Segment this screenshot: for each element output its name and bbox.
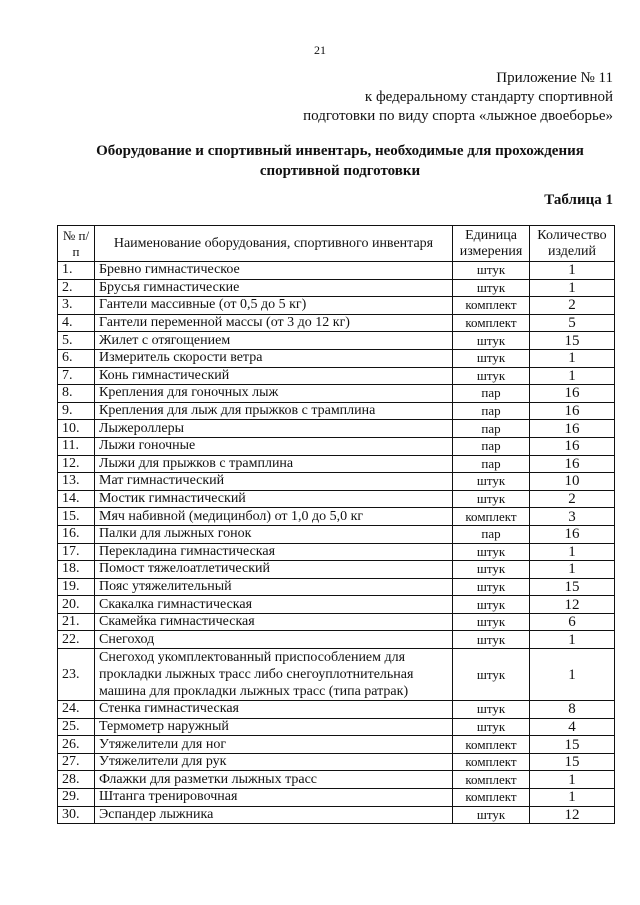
row-number: 13. [58,473,95,491]
row-name: Гантели переменной массы (от 3 до 12 кг) [95,314,453,332]
row-quantity: 1 [530,789,615,807]
row-quantity: 1 [530,543,615,561]
table-row [58,297,615,315]
appendix-line-3: подготовки по виду спорта «лыжное двоеборье» [303,108,613,124]
page-number: 21 [314,43,326,57]
row-unit: комплект [453,736,530,754]
table-row [58,437,615,455]
row-name: Крепления для гоночных лыж [95,385,453,403]
row-name: Стенка гимнастическая [95,701,453,719]
row-name: Гантели массивные (от 0,5 до 5 кг) [95,297,453,315]
row-number: 4. [58,314,95,332]
table-row [58,473,615,491]
row-unit: комплект [453,753,530,771]
row-quantity: 8 [530,701,615,719]
row-number: 9. [58,402,95,420]
table-header-row [58,226,615,262]
row-unit: комплект [453,508,530,526]
row-number: 12. [58,455,95,473]
row-quantity: 2 [530,490,615,508]
table-row [58,596,615,614]
table-row [58,561,615,579]
row-quantity: 1 [530,631,615,649]
row-quantity: 1 [530,262,615,280]
table-row [58,771,615,789]
table-row [58,631,615,649]
row-unit: штук [453,701,530,719]
row-name: Перекладина гимнастическая [95,543,453,561]
row-name: Пояс утяжелительный [95,578,453,596]
row-unit: пар [453,402,530,420]
row-number: 3. [58,297,95,315]
row-quantity: 5 [530,314,615,332]
table-row [58,385,615,403]
row-number: 20. [58,596,95,614]
table-row [58,455,615,473]
row-name: Мяч набивной (медицинбол) от 1,0 до 5,0 кг [95,508,453,526]
row-unit: штук [453,262,530,280]
header-number: № п/п [58,226,95,262]
document-title-line-2: спортивной подготовки [259,163,421,179]
row-number: 5. [58,332,95,350]
row-unit: штук [453,349,530,367]
row-unit: штук [453,367,530,385]
table-row [58,332,615,350]
row-number: 21. [58,613,95,631]
row-number: 16. [58,525,95,543]
row-unit: штук [453,631,530,649]
appendix-line-1: Приложение № 11 [496,70,613,86]
table-row [58,806,615,824]
row-name: Скамейка гимнастическая [95,613,453,631]
row-name: Измеритель скорости ветра [95,349,453,367]
row-quantity: 12 [530,596,615,614]
row-number: 28. [58,771,95,789]
row-quantity: 16 [530,385,615,403]
document-title [40,141,640,181]
row-name: Скакалка гимнастическая [95,596,453,614]
row-quantity: 12 [530,806,615,824]
row-unit: пар [453,455,530,473]
appendix-line-2: к федеральному стандарту спортивной [364,89,613,105]
row-quantity: 16 [530,402,615,420]
table-row [58,753,615,771]
row-quantity: 2 [530,297,615,315]
row-number: 7. [58,367,95,385]
row-quantity: 16 [530,455,615,473]
table-row [58,508,615,526]
appendix-header [303,69,613,126]
row-number: 23. [58,649,95,701]
row-name: Штанга тренировочная [95,789,453,807]
row-unit: пар [453,437,530,455]
row-quantity: 1 [530,367,615,385]
row-number: 2. [58,279,95,297]
row-number: 18. [58,561,95,579]
row-name: Конь гимнастический [95,367,453,385]
row-unit: штук [453,649,530,701]
row-name: Палки для лыжных гонок [95,525,453,543]
row-number: 6. [58,349,95,367]
row-number: 22. [58,631,95,649]
table-row [58,789,615,807]
row-unit: штук [453,332,530,350]
row-unit: штук [453,596,530,614]
table-row [58,736,615,754]
table-row [58,420,615,438]
table-label: Таблица 1 [544,192,613,208]
row-unit: штук [453,718,530,736]
row-unit: штук [453,279,530,297]
equipment-table [57,225,615,824]
row-quantity: 15 [530,736,615,754]
row-name: Крепления для лыж для прыжков с трамплина [95,402,453,420]
row-name: Снегоход укомплектованный приспособлением для прокладки лыжных трасс либо снегоуплотнительная машина для прокладки лыжных трасс (типа ратрак) [95,649,453,701]
row-number: 26. [58,736,95,754]
row-number: 19. [58,578,95,596]
row-number: 29. [58,789,95,807]
row-name: Бревно гимнастическое [95,262,453,280]
table-row [58,578,615,596]
row-name: Помост тяжелоатлетический [95,561,453,579]
row-name: Снегоход [95,631,453,649]
document-title-line-1: Оборудование и спортивный инвентарь, необходимые для прохождения [96,143,584,159]
row-name: Лыжи для прыжков с трамплина [95,455,453,473]
row-quantity: 4 [530,718,615,736]
table-row [58,279,615,297]
header-unit: Единица измерения [453,226,530,262]
row-unit: штук [453,543,530,561]
table-row [58,613,615,631]
row-number: 25. [58,718,95,736]
table-row [58,701,615,719]
row-quantity: 3 [530,508,615,526]
row-quantity: 1 [530,349,615,367]
row-number: 30. [58,806,95,824]
row-name: Мостик гимнастический [95,490,453,508]
row-unit: штук [453,613,530,631]
table-row [58,543,615,561]
row-number: 1. [58,262,95,280]
row-quantity: 16 [530,525,615,543]
table-row [58,525,615,543]
row-number: 27. [58,753,95,771]
row-name: Утяжелители для рук [95,753,453,771]
table-row [58,490,615,508]
row-quantity: 15 [530,332,615,350]
row-name: Термометр наружный [95,718,453,736]
row-number: 10. [58,420,95,438]
row-name: Лыжи гоночные [95,437,453,455]
row-unit: штук [453,578,530,596]
row-name: Лыжероллеры [95,420,453,438]
row-unit: пар [453,420,530,438]
table-row [58,402,615,420]
row-name: Мат гимнастический [95,473,453,491]
row-quantity: 16 [530,437,615,455]
row-name: Эспандер лыжника [95,806,453,824]
row-quantity: 16 [530,420,615,438]
row-unit: комплект [453,297,530,315]
table-row [58,349,615,367]
table-row [58,314,615,332]
row-quantity: 1 [530,561,615,579]
row-number: 8. [58,385,95,403]
row-quantity: 1 [530,649,615,701]
row-unit: комплект [453,789,530,807]
row-unit: штук [453,806,530,824]
table-row [58,367,615,385]
row-unit: комплект [453,771,530,789]
row-name: Брусья гимнастические [95,279,453,297]
table-row [58,718,615,736]
row-number: 11. [58,437,95,455]
row-name: Утяжелители для ног [95,736,453,754]
row-number: 14. [58,490,95,508]
row-unit: штук [453,561,530,579]
row-unit: пар [453,385,530,403]
row-unit: комплект [453,314,530,332]
header-quantity: Количество изделий [530,226,615,262]
row-name: Жилет с отягощением [95,332,453,350]
row-number: 24. [58,701,95,719]
row-quantity: 15 [530,578,615,596]
row-quantity: 1 [530,771,615,789]
row-name: Флажки для разметки лыжных трасс [95,771,453,789]
row-quantity: 1 [530,279,615,297]
table-row [58,262,615,280]
header-name: Наименование оборудования, спортивного инвентаря [95,226,453,262]
table-row [58,649,615,701]
row-unit: пар [453,525,530,543]
row-quantity: 10 [530,473,615,491]
row-number: 17. [58,543,95,561]
row-unit: штук [453,473,530,491]
row-unit: штук [453,490,530,508]
row-quantity: 15 [530,753,615,771]
row-number: 15. [58,508,95,526]
row-quantity: 6 [530,613,615,631]
